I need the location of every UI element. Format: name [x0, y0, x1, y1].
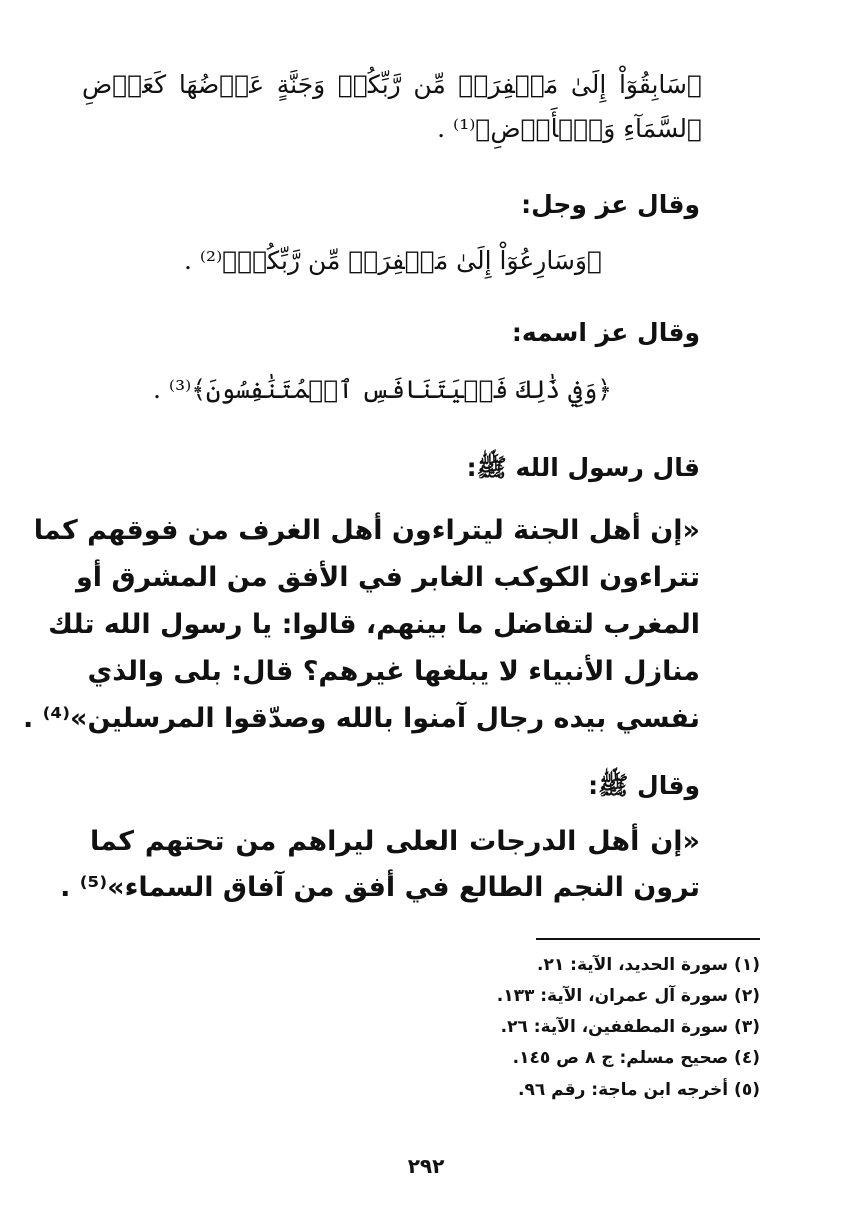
footnote-3: (٣) سورة المطففين، الآية: ٢٦. [500, 1017, 760, 1037]
footnote-4: (٤) صحيح مسلم: ج ٨ ص ١٤٥. [512, 1048, 760, 1068]
footnote-separator [536, 938, 760, 940]
intro-4: قال رسول الله ﷺ: [466, 453, 700, 482]
verse-1-line-1: ﴿سَابِقُوٓاْ إِلَىٰ مَغۡفِرَةٖ مِّن رَّبِّكُمۡ وَجَنَّةٍ عَرۡضُهَا كَعَرۡضِ [82, 70, 702, 99]
verse-1-line-2: ٱلسَّمَآءِ وَٱلۡأَرۡضِ﴾⁽¹⁾ . [437, 114, 702, 143]
footnote-5: (٥) أخرجه ابن ماجة: رقم ٩٦. [517, 1080, 760, 1100]
hadith-2-line-1: «إن أهل الدرجات العلى ليراهم من تحتهم كما [90, 826, 700, 857]
verse-3: ﴿وَفِي ذَٰلِكَ فَلۡيَتَنَافَسِ ٱلۡمُتَنَٰفِسُونَ﴾⁽³⁾ . [153, 375, 612, 404]
intro-3: وقال عز اسمه: [511, 318, 700, 347]
intro-5: وقال ﷺ: [588, 771, 700, 800]
hadith-1-line-2: تتراءون الكوكب الغابر في الأفق من المشرق أو [76, 562, 700, 593]
hadith-1-line-1: «إن أهل الجنة ليتراءون أهل الغرف من فوقهم كما [33, 515, 700, 546]
intro-2: وقال عز وجل: [521, 190, 700, 219]
page-number: ٢٩٢ [407, 1154, 445, 1178]
hadith-2-line-2: ترون النجم الطالع في أفق من آفاق السماء»⁽⁵⁾ . [60, 872, 700, 903]
hadith-1-line-5: نفسي بيده رجال آمنوا بالله وصدّقوا المرسلين»⁽⁴⁾ . [22, 703, 700, 734]
hadith-1-line-4: منازل الأنبياء لا يبلغها غيرهم؟ قال: بلى والذي [87, 656, 700, 687]
hadith-1-line-3: المغرب لتفاضل ما بينهم، قالوا: يا رسول الله تلك [48, 609, 700, 640]
footnote-2: (٢) سورة آل عمران، الآية: ١٣٣. [496, 986, 760, 1006]
verse-2: ﴿وَسَارِعُوٓاْ إِلَىٰ مَغۡفِرَةٖ مِّن رَّبِّكُمۡ﴾⁽²⁾ . [183, 246, 602, 275]
footnote-1: (١) سورة الحديد، الآية: ٢١. [537, 955, 760, 975]
